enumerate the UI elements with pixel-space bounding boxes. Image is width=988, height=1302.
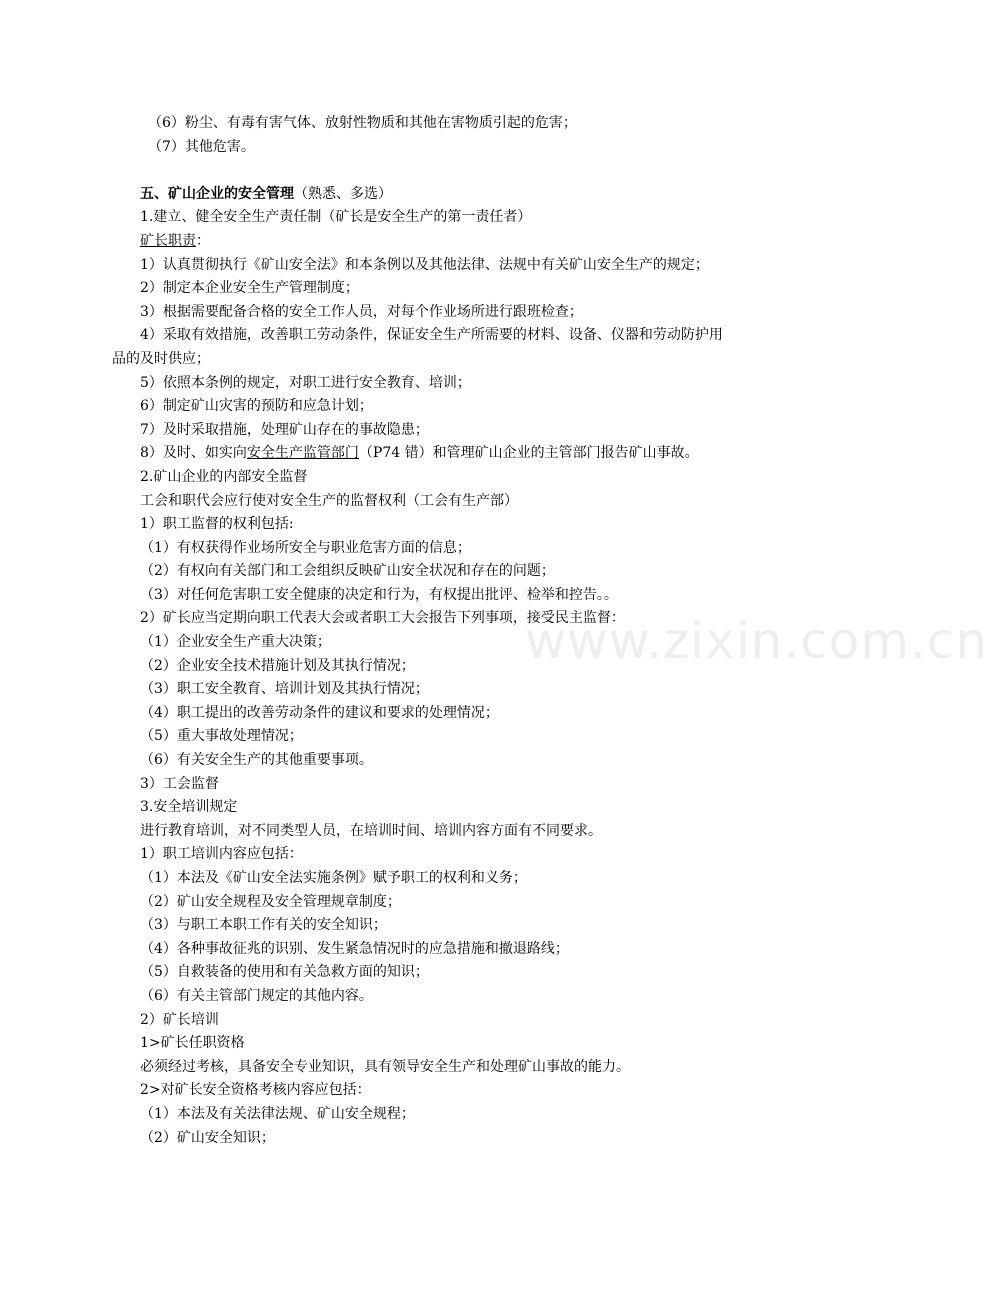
text-line xyxy=(140,230,790,254)
text-line: （3）职工安全教育、培训计划及其执行情况； xyxy=(140,681,429,698)
text-line: （6）有关主管部门规定的其他内容。 xyxy=(140,987,373,1004)
section-heading xyxy=(140,183,790,207)
text-line: 1）认真贯彻执行《矿山安全法》和本条例以及其他法律、法规中有关矿山安全生产的规定； xyxy=(140,256,709,273)
text-line: 1）职工监督的权利包括: xyxy=(140,516,294,533)
text-line: （2）有权向有关部门和工会组织反映矿山安全状况和存在的问题； xyxy=(140,563,555,580)
document-body xyxy=(112,112,790,1150)
text-line: 工会和职代会应行使对安全生产的监督权利（工会有生产部） xyxy=(140,492,518,509)
text-line: 7）及时采取措施，处理矿山存在的事故隐患； xyxy=(140,421,429,438)
text-line: （4）职工提出的改善劳动条件的建议和要求的处理情况； xyxy=(140,704,499,721)
text-line: 1）职工培训内容应包括： xyxy=(140,846,303,863)
text-line: 3.安全培训规定 xyxy=(140,799,238,816)
text-line: （5）自救装备的使用和有关急救方面的知识； xyxy=(140,964,429,981)
text-line: 进行教育培训，对不同类型人员，在培训时间、培训内容方面有不同要求。 xyxy=(140,822,602,839)
text-line: （1）有权获得作业场所安全与职业危害方面的信息； xyxy=(140,539,471,556)
underlined-term: 矿长职责 xyxy=(140,232,196,249)
text-line: 3）工会监督 xyxy=(140,775,219,792)
text-line: 2>对矿长安全资格考核内容应包括： xyxy=(140,1082,371,1099)
text-line: 2）矿长培训 xyxy=(140,1011,219,1028)
text-line: （6）有关安全生产的其他重要事项。 xyxy=(140,752,373,769)
text-line: 5）依照本条例的规定，对职工进行安全教育、培训； xyxy=(140,374,471,391)
text-fragment: （P74 错）和管理矿山企业的主管部门报告矿山事故。 xyxy=(358,445,699,462)
blank-line xyxy=(140,159,790,183)
text-line: 1.建立、健全安全生产责任制（矿长是安全生产的第一责任者） xyxy=(140,209,532,226)
text-line: （3）对任何危害职工安全健康的决定和行为，有权提出批评、检举和控告。。 xyxy=(140,586,618,603)
text-line: 品的及时供应； xyxy=(112,350,210,367)
section-note: （熟悉、多选） xyxy=(294,185,392,202)
text-line: 2.矿山企业的内部安全监督 xyxy=(140,468,308,485)
text-line: （3）与职工本职工作有关的安全知识； xyxy=(140,917,387,934)
text-fragment: ： xyxy=(196,232,210,249)
underlined-term: 安全生产监管部门 xyxy=(246,445,359,462)
text-line: 2）矿长应当定期向职工代表大会或者职工大会报告下列事项，接受民主监督： xyxy=(140,610,625,627)
text-line: （5）重大事故处理情况； xyxy=(140,728,303,745)
text-line: 2）制定本企业安全生产管理制度； xyxy=(140,280,359,297)
text-line: （7）其他危害。 xyxy=(148,138,255,155)
text-fragment: 8）及时、如实向 xyxy=(140,445,247,462)
text-line: （1）本法及《矿山安全法实施条例》赋予职工的权利和义务； xyxy=(140,870,527,886)
watermark: www.zixin.com.cn xyxy=(525,612,988,670)
text-line: 必须经过考核，具备安全专业知识，具有领导安全生产和处理矿山事故的能力。 xyxy=(140,1058,630,1075)
section-title: 五、矿山企业的安全管理 xyxy=(140,185,294,202)
text-line xyxy=(140,442,790,466)
text-line: 1>矿长任职资格 xyxy=(140,1035,245,1052)
text-line: 3）根据需要配备合格的安全工作人员，对每个作业场所进行跟班检查； xyxy=(140,303,583,320)
text-line: （2）矿山安全知识； xyxy=(140,1129,275,1146)
text-line: （1）企业安全生产重大决策； xyxy=(140,634,331,651)
text-line: 6）制定矿山灾害的预防和应急计划； xyxy=(140,398,373,415)
text-line: 4）采取有效措施，改善职工劳动条件，保证安全生产所需要的材料、设备、仪器和劳动防护用 xyxy=(140,327,723,344)
text-line: （4）各种事故征兆的识别、发生紧急情况时的应急措施和撤退路线； xyxy=(140,940,569,957)
text-line: （1）本法及有关法律法规、矿山安全规程； xyxy=(140,1105,415,1122)
text-line: （2）矿山安全规程及安全管理规章制度； xyxy=(140,893,401,910)
text-line: （2）企业安全技术措施计划及其执行情况； xyxy=(140,657,415,674)
text-line: （6）粉尘、有毒有害气体、放射性物质和其他在害物质引起的危害； xyxy=(148,115,577,131)
